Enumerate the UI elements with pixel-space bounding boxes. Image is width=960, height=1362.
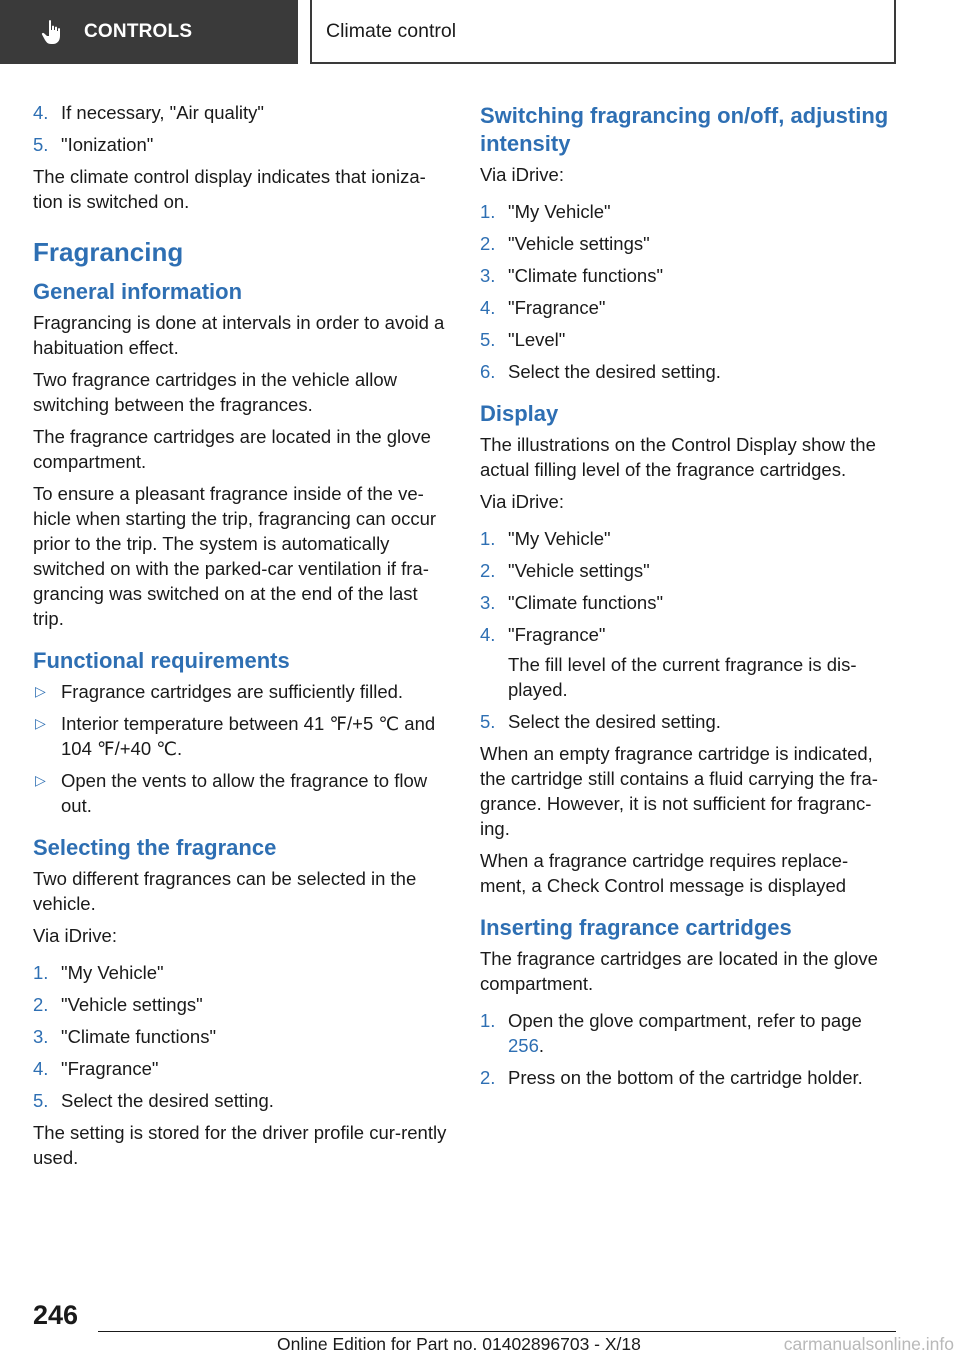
- list-item: 5. "Level": [480, 329, 566, 350]
- heading-general-information: General information: [33, 279, 243, 304]
- triangle-bullet-icon: ▷: [35, 772, 46, 788]
- paragraph: The setting is stored for the driver profile cur-rently used.: [33, 1122, 447, 1168]
- list-item: 1. Open the glove compartment, refer to page 256.: [480, 1010, 862, 1056]
- list-item: 2. "Vehicle settings": [480, 233, 650, 254]
- list-item: 1. "My Vehicle": [480, 201, 611, 222]
- paragraph: The climate control display indicates that ioniza-tion is switched on.: [33, 166, 426, 212]
- list-item: 5. "Ionization": [33, 134, 154, 155]
- chapter-title: Climate control: [310, 0, 896, 64]
- list-item: 3. "Climate functions": [480, 592, 664, 613]
- requirements-list: [33, 679, 448, 818]
- list-item: 2. "Vehicle settings": [33, 994, 203, 1015]
- ionization-steps: [33, 100, 448, 157]
- left-column: [33, 100, 448, 1177]
- display-steps-cont: [480, 709, 892, 734]
- list-item: ▷ Fragrance cartridges are sufficiently filled.: [35, 681, 404, 702]
- paragraph: The illustrations on the Control Display show the actual filling level of the fragrance cartridges.: [480, 434, 876, 480]
- paragraph: When a fragrance cartridge requires replace-ment, a Check Control message is displayed: [480, 850, 849, 896]
- display-steps: [480, 526, 892, 647]
- heading-display: Display: [480, 401, 559, 426]
- list-item: 5. Select the desired setting.: [480, 711, 721, 732]
- list-item: 2. "Vehicle settings": [480, 560, 650, 581]
- paragraph: To ensure a pleasant fragrance inside of the ve-hicle when starting the trip, fragrancing can occur prior to the trip. The system is automatically switched on with the parked-car ventilation if fra-grancing was switched on at the end of the last trip.: [33, 483, 437, 629]
- heading-selecting-fragrance: Selecting the fragrance: [33, 835, 277, 860]
- heading-switching-fragrancing: Switching fragrancing on/off, adjusting intensity: [480, 103, 889, 156]
- section-label: CONTROLS: [84, 21, 193, 42]
- page-number: 246: [33, 1300, 79, 1330]
- paragraph: The fragrance cartridges are located in the glove compartment.: [480, 948, 878, 994]
- list-item: 3. "Climate functions": [33, 1026, 217, 1047]
- switch-steps: [480, 199, 892, 384]
- paragraph: Two fragrance cartridges in the vehicle allow switching between the fragrances.: [33, 369, 398, 415]
- list-item: 4. "Fragrance": [33, 1058, 159, 1079]
- paragraph: Via iDrive:: [480, 164, 564, 185]
- list-item: 3. "Climate functions": [480, 265, 664, 286]
- edition-text: Online Edition for Part no. 01402896703 - X/18: [277, 1334, 641, 1354]
- heading-fragrancing: Fragrancing: [33, 237, 184, 267]
- select-steps: [33, 960, 448, 1113]
- list-item: 5. Select the desired setting.: [33, 1090, 274, 1111]
- heading-functional-requirements: Functional requirements: [33, 648, 290, 673]
- paragraph: Via iDrive:: [480, 491, 564, 512]
- section-tab: [0, 0, 298, 64]
- list-item: ▷ Interior temperature between 41 ℉/+5 ℃ and 104 ℉/+40 ℃.: [35, 713, 436, 759]
- right-column: [480, 100, 892, 1097]
- watermark: carmanualsonline.info: [783, 1334, 954, 1354]
- paragraph: The fragrance cartridges are located in the glove compartment.: [33, 426, 431, 472]
- insert-steps: [480, 1008, 892, 1090]
- paragraph: When an empty fragrance cartridge is indicated, the cartridge still contains a fluid carrying the fra-grance. However, it is not sufficient for fragranc-ing.: [480, 743, 878, 839]
- list-item: 4. "Fragrance": [480, 297, 606, 318]
- paragraph: Via iDrive:: [33, 925, 117, 946]
- footer-rule: [98, 1331, 896, 1332]
- page-link[interactable]: 256: [508, 1035, 539, 1056]
- list-item: ▷ Open the vents to allow the fragrance to flow out.: [35, 770, 428, 816]
- step-note: The fill level of the current fragrance is dis-played.: [508, 654, 857, 700]
- list-item: 4. If necessary, "Air quality": [33, 102, 265, 123]
- list-item: 2. Press on the bottom of the cartridge holder.: [480, 1067, 863, 1088]
- heading-inserting-cartridges: Inserting fragrance cartridges: [480, 915, 792, 940]
- list-item: 1. "My Vehicle": [33, 962, 164, 983]
- paragraph: Fragrancing is done at intervals in order to avoid a habituation effect.: [33, 312, 445, 358]
- triangle-bullet-icon: ▷: [35, 715, 46, 731]
- triangle-bullet-icon: ▷: [35, 683, 46, 699]
- list-item: 6. Select the desired setting.: [480, 361, 721, 382]
- hand-pointer-icon: [40, 19, 64, 45]
- list-item: 4. "Fragrance": [480, 624, 606, 645]
- paragraph: Two different fragrances can be selected in the vehicle.: [33, 868, 417, 914]
- list-item: 1. "My Vehicle": [480, 528, 611, 549]
